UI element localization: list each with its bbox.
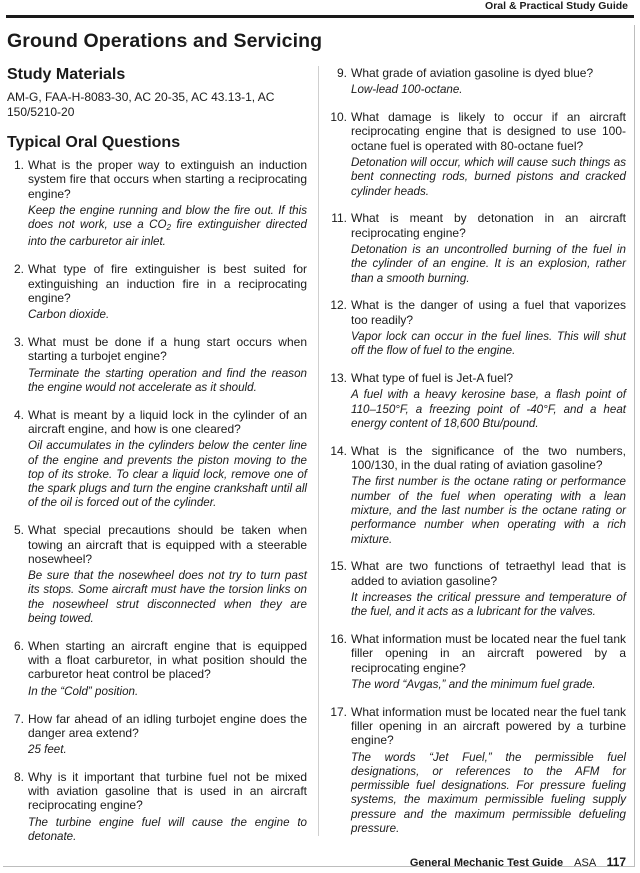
question-number: 9. [336, 66, 347, 80]
question-text: What is meant by a liquid lock in the cylinder of an aircraft engine, and how is one cleared? [28, 407, 307, 436]
question-number: 14. [330, 443, 347, 458]
question-text: What damage is likely to occur if an aircraft reciprocating engine that is designed to use 100-octane fuel is operated with 80-octane fuel? [351, 110, 626, 153]
study-materials-text: AM-G, FAA-H-8083-30, AC 20-35, AC 43.13-1, AC 150/5210-20 [7, 90, 275, 119]
answer-text: The first number is the octane rating or performance number of the fuel when operating with a lean mixture, and the last number is the octane rating or performance number when operating with a rich mixture. [351, 475, 626, 546]
answer-text: In the “Cold” position. [28, 684, 139, 698]
question-text: Why is it important that turbine fuel not be mixed with aviation gasoline that is used in an aircraft reciprocating engine? [28, 769, 307, 813]
running-head: Oral & Practical Study Guide [485, 0, 628, 12]
question-number: 17. [330, 704, 347, 719]
question-text: What grade of aviation gasoline is dyed blue? [351, 66, 594, 80]
question-item [330, 371, 626, 431]
question-number: 6. [13, 638, 24, 653]
question-text: What is the proper way to extinguish an induction system fire that occurs when starting a reciprocating engine? [28, 158, 307, 201]
question-item [7, 712, 307, 758]
answer-text: Terminate the starting operation and find the reason the engine would not accelerate as it should. [28, 366, 307, 394]
question-number: 8. [13, 769, 24, 784]
answer-text [28, 204, 307, 250]
answer-text-part: fire extinguisher directed into the carburetor air inlet. [28, 218, 308, 249]
question-text: What is the significance of the two numbers, 100/130, in the dual rating of aviation gasoline? [351, 443, 626, 473]
question-number: 5. [13, 523, 24, 538]
question-list-right [330, 66, 626, 836]
question-item [7, 408, 307, 511]
question-item [7, 639, 307, 699]
answer-subscript: 2 [166, 223, 171, 233]
answer-text: It increases the critical pressure and temperature of the fuel, and it acts as a lubricant for the valves. [351, 590, 626, 619]
question-list-left [7, 158, 307, 844]
question-text: What information must be located near the fuel tank filler opening in an aircraft powered by a reciprocating engine? [351, 632, 626, 675]
footer-publisher: ASA [574, 857, 596, 869]
question-number: 11. [331, 211, 347, 226]
question-number: 15. [330, 559, 347, 574]
right-column [330, 66, 626, 849]
answer-text-part: Keep the engine running and blow the fire out. If this does not work, use a CO [28, 203, 307, 232]
column-divider [318, 66, 319, 836]
question-number: 7. [13, 711, 24, 726]
question-item [7, 335, 307, 395]
footer-book-title: General Mechanic Test Guide [409, 857, 564, 869]
question-item [330, 298, 626, 358]
question-item [330, 559, 626, 619]
page-number: 117 [606, 855, 626, 869]
answer-text: Low-lead 100-octane. [351, 83, 463, 97]
question-text: How far ahead of an idling turbojet engine does the danger area extend? [28, 711, 307, 740]
question-item [7, 523, 307, 626]
answer-text: 25 feet. [28, 743, 67, 757]
page-title: Ground Operations and Servicing [7, 30, 323, 52]
question-text: What information must be located near the fuel tank filler opening in an aircraft powered by a turbine engine? [351, 704, 626, 748]
question-item [330, 211, 626, 285]
question-item [7, 158, 307, 250]
question-text: What are two functions of tetraethyl lead that is added to aviation gasoline? [351, 559, 626, 588]
study-materials-heading: Study Materials [7, 66, 126, 83]
answer-text: The turbine engine fuel will cause the engine to detonate. [28, 815, 307, 844]
question-text: What type of fire extinguisher is best suited for extinguishing an induction fire in a reciprocating engine? [28, 262, 307, 305]
question-text: What special precautions should be taken when towing an aircraft that is equipped with a steerable nosewheel? [28, 523, 307, 566]
answer-text: Detonation is an uncontrolled burning of the fuel in the cylinder of an engine. It is an explosion, rather than a smooth burning. [351, 242, 626, 285]
left-column [7, 66, 307, 857]
question-item [330, 632, 626, 692]
question-item [330, 705, 626, 837]
page-footer [410, 855, 626, 869]
question-item [330, 110, 626, 199]
answer-text: Oil accumulates in the cylinders below the center line of the engine and prevents the piston moving to the top of its stroke. To clear a liquid lock, remove one of the spark plugs and turn the engine crankshaft until all of the oil is forced out of the cylinder. [28, 439, 307, 510]
question-text: What must be done if a hung start occurs when starting a turbojet engine? [28, 334, 307, 364]
answer-text: A fuel with a heavy kerosine base, a flash point of 110–150°F, a freezing point of -40°F, and a heat energy content of 18,600 Btu/pound. [351, 388, 626, 430]
question-number: 10. [330, 110, 347, 125]
answer-text: Detonation will occur, which will cause such things as bent connecting rods, burned pistons and cracked cylinder heads. [351, 155, 626, 198]
answer-text: Be sure that the nosewheel does not try to turn past its stops. Some aircraft must have the torsion links on the nosewheel strut disconnected when they are being towed. [28, 569, 307, 626]
question-text: What is meant by detonation in an aircraft reciprocating engine? [351, 211, 626, 240]
question-number: 1. [13, 158, 24, 172]
answer-text: The words “Jet Fuel,” the permissible fuel designations, or references to the AFM for permissible fuel designations. For pressure fueling systems, the maximum permissible fueling supply pressure and the maximum permissible defueling pressure. [351, 750, 626, 836]
answer-text: Carbon dioxide. [28, 308, 110, 322]
question-item [330, 66, 626, 98]
oral-questions-heading: Typical Oral Questions [7, 134, 181, 151]
question-item [7, 262, 307, 322]
question-number: 4. [13, 407, 24, 422]
answer-text: Vapor lock can occur in the fuel lines. This will shut off the flow of fuel to the engine. [351, 329, 626, 358]
question-text: What is the danger of using a fuel that vaporizes too readily? [351, 298, 626, 327]
question-item [330, 444, 626, 547]
answer-text: The word “Avgas,” and the minimum fuel grade. [351, 677, 596, 691]
header-rule [6, 15, 634, 18]
question-number: 3. [13, 334, 24, 349]
question-number: 12. [330, 298, 347, 313]
question-number: 16. [330, 632, 347, 646]
question-number: 13. [330, 371, 347, 386]
question-text: When starting an aircraft engine that is equipped with a float carburetor, in what position should the carburetor heat control be placed? [28, 638, 307, 682]
question-number: 2. [13, 262, 24, 277]
question-text: What type of fuel is Jet-A fuel? [351, 371, 514, 386]
question-item [7, 770, 307, 844]
